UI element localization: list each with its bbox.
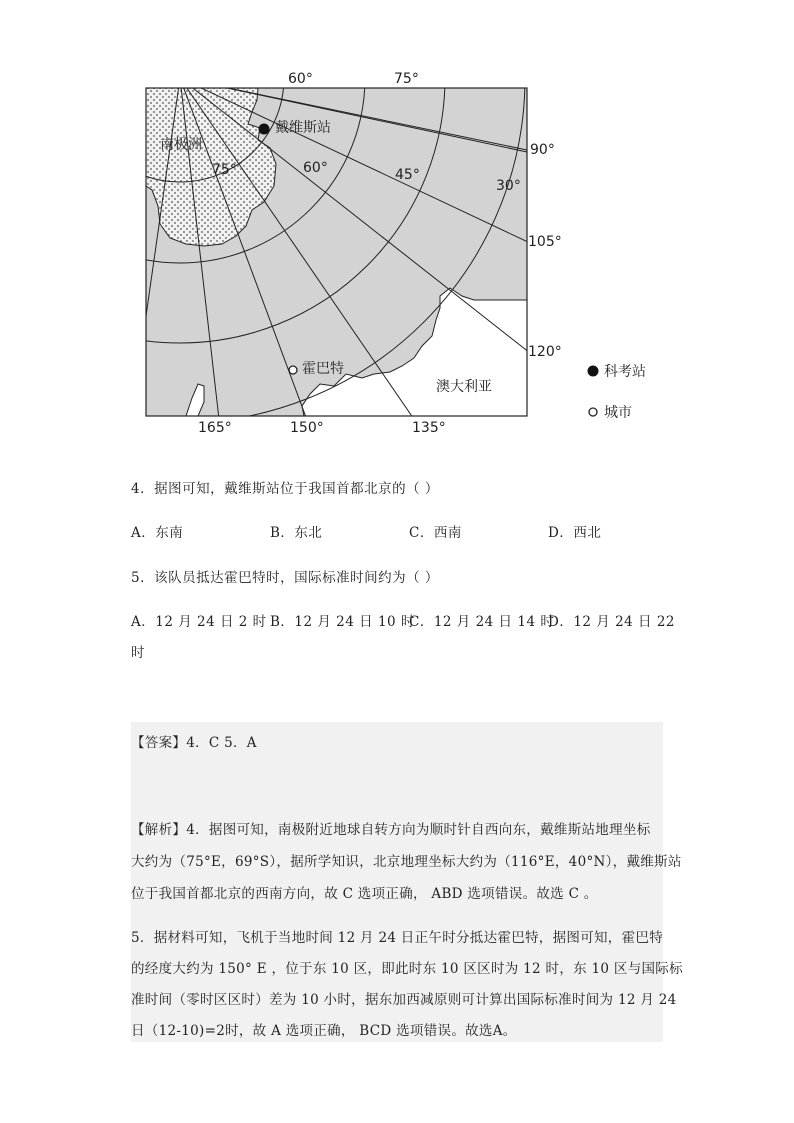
bottom-label-165: 165° xyxy=(198,420,232,436)
q5-option-c[interactable]: C．12 月 24 日 14 时 xyxy=(409,614,555,630)
analysis-line-1: 【解析】4．据图可知，南极附近地球自转方向为顺时针自西向东，戴维斯站地理坐标 xyxy=(131,822,651,838)
analysis-line-3: 位于我国首都北京的西南方向，故 C 选项正确， ABD 选项错误。故选 C 。 xyxy=(131,886,598,902)
inner-label-60: 60° xyxy=(303,160,328,176)
top-label-75: 75° xyxy=(394,71,419,87)
analysis-line-4: 5．据材料可知，飞机于当地时间 12 月 24 日正午时分抵达霍巴特，据图可知，霍巴特 xyxy=(131,930,664,946)
inner-label-75: 75° xyxy=(212,162,237,178)
analysis-line-6: 准时间（零时区区时）差为 10 小时，据东加西减原则可计算出国际标准时间为 12 月 24 xyxy=(131,992,677,1008)
q5-option-d[interactable]: D．12 月 24 日 22 xyxy=(548,614,676,630)
q4-option-a[interactable]: A．东南 xyxy=(131,525,184,541)
top-label-60: 60° xyxy=(288,71,313,87)
inner-label-45: 45° xyxy=(395,167,420,183)
q5-option-b[interactable]: B．12 月 24 日 10 时 xyxy=(270,614,415,630)
legend-station-marker xyxy=(588,366,599,377)
map-figure xyxy=(140,68,670,436)
question-4-stem: 4．据图可知，戴维斯站位于我国首都北京的（ ） xyxy=(131,481,439,497)
right-label-90: 90° xyxy=(530,142,555,158)
right-label-105: 105° xyxy=(528,234,562,250)
q4-option-c[interactable]: C．西南 xyxy=(409,525,462,541)
q4-option-b[interactable]: B．东北 xyxy=(270,525,323,541)
q5-option-d-continuation: 时 xyxy=(131,645,145,661)
davis-station-label: 戴维斯站 xyxy=(275,120,331,136)
antarctica-label: 南极洲 xyxy=(160,137,202,153)
analysis-line-7: 日（12-10)=2时，故 A 选项正确， BCD 选项错误。故选A。 xyxy=(131,1023,517,1039)
analysis-line-5: 的经度大约为 150° E ，位于东 10 区，即此时东 10 区区时为 12 时，东 10 区与国际标 xyxy=(131,961,683,977)
map-svg xyxy=(140,68,670,436)
hobart-label: 霍巴特 xyxy=(302,361,344,377)
australia-label: 澳大利亚 xyxy=(436,379,492,395)
bottom-label-135: 135° xyxy=(412,420,446,436)
bottom-label-150: 150° xyxy=(290,420,324,436)
q5-option-a[interactable]: A．12 月 24 日 2 时 xyxy=(131,614,267,630)
legend-station-label: 科考站 xyxy=(604,364,646,380)
hobart-marker xyxy=(289,366,297,374)
right-label-120: 120° xyxy=(528,344,562,360)
question-5-stem: 5．该队员抵达霍巴特时，国际标准时间约为（ ） xyxy=(131,570,439,586)
inner-label-30: 30° xyxy=(496,178,521,194)
legend-city-marker xyxy=(589,408,597,416)
legend-city-label: 城市 xyxy=(604,405,632,421)
q4-option-d[interactable]: D．西北 xyxy=(548,525,602,541)
analysis-line-2: 大约为（75°E，69°S），据所学知识，北京地理坐标大约为（116°E，40°N），戴维斯站 xyxy=(131,854,682,870)
davis-station-marker xyxy=(259,124,270,135)
answer-line: 【答案】4．C 5．A xyxy=(131,735,257,751)
